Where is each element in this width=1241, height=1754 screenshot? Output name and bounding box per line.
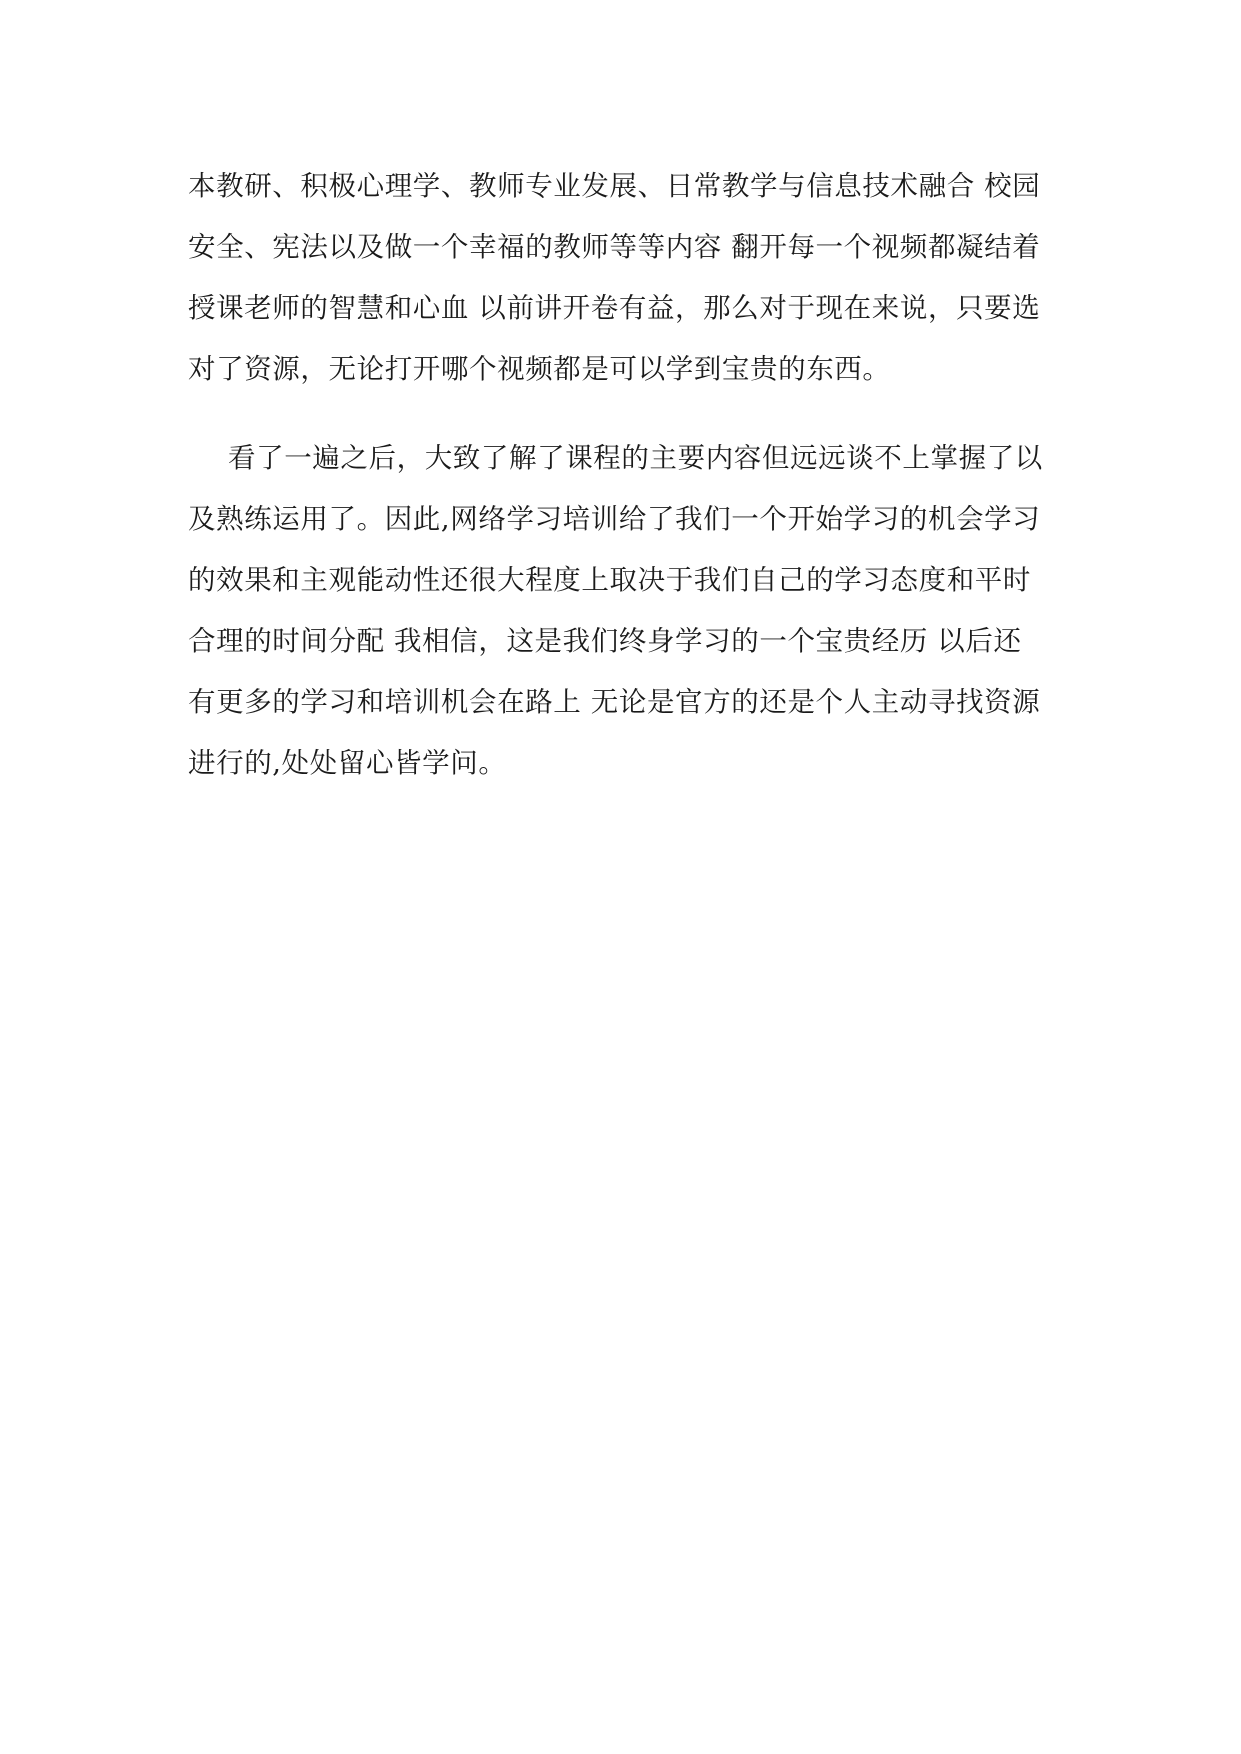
text-line: 对了资源，无论打开哪个视频都是可以学到宝贵的东西。 xyxy=(188,353,891,385)
text-line: 本教研、积极心理学、教师专业发展、日常教学与信息技术融合 校园 xyxy=(188,170,1041,202)
text-line: 有更多的学习和培训机会在路上 无论是官方的还是个人主动寻找资源 xyxy=(188,686,1041,718)
body-text xyxy=(188,156,1072,794)
text-line: 安全、宪法以及做一个幸福的教师等等内容 翻开每一个视频都凝结着 xyxy=(188,231,1041,263)
text-line: 合理的时间分配 我相信，这是我们终身学习的一个宝贵经历 以后还 xyxy=(188,625,1022,657)
text-line: 看了一遍之后，大致了解了课程的主要内容但远远谈不上掌握了以 xyxy=(228,442,1043,474)
paragraph-2 xyxy=(188,428,1072,794)
text-line: 及熟练运用了。因此,网络学习培训给了我们一个开始学习的机会学习 xyxy=(188,503,1041,535)
text-line: 授课老师的智慧和心血 以前讲开卷有益，那么对于现在来说，只要选 xyxy=(188,292,1041,324)
text-line: 进行的,处处留心皆学问。 xyxy=(188,747,507,779)
text-line: 的效果和主观能动性还很大程度上取决于我们自己的学习态度和平时 xyxy=(188,564,1031,596)
paragraph-1 xyxy=(188,156,1072,400)
